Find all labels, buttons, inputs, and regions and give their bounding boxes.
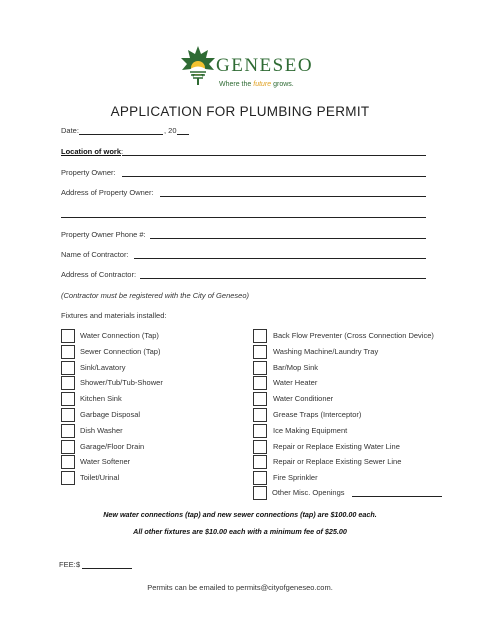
fixture-label-shower-tub-tub-shower: Shower/Tub/Tub-Shower <box>80 378 163 388</box>
fixture-label-grease-traps-interceptor: Grease Traps (Interceptor) <box>273 410 362 419</box>
owner-phone-label: Property Owner Phone #: <box>61 230 146 239</box>
contractor-note: (Contractor must be registered with the City of Geneseo) <box>61 291 249 300</box>
page-title: APPLICATION FOR PLUMBING PERMIT <box>110 104 370 119</box>
fee-note-connections: New water connections (tap) and new sewer connections (tap) are $100.00 each. <box>103 510 377 519</box>
other-openings-label: Other Misc. Openings <box>272 488 345 497</box>
checkbox-fire-sprinkler[interactable] <box>253 471 267 485</box>
checkbox-washing-machine-laundry-tray[interactable] <box>253 345 267 359</box>
checkbox-bar-mop-sink[interactable] <box>253 361 267 375</box>
fixture-label-repair-or-replace-existing-water-line: Repair or Replace Existing Water Line <box>273 441 400 451</box>
checkbox-garbage-disposal[interactable] <box>61 408 75 422</box>
fixture-label-water-conditioner: Water Conditioner <box>273 394 334 404</box>
fixture-label-garbage-disposal: Garbage Disposal <box>80 410 141 419</box>
fixture-label-water-connection-tap: Water Connection (Tap) <box>80 331 159 340</box>
owner-label: Property Owner: <box>61 168 116 177</box>
fixtures-label: Fixtures and materials installed: <box>61 311 167 320</box>
fee-label: FEE: <box>59 560 76 569</box>
year-prefix: , 20 <box>164 126 177 135</box>
date-label: Date: <box>61 126 79 135</box>
leaf-logo-icon <box>178 44 218 86</box>
logo-wordmark: GENESEO <box>216 55 314 76</box>
geneseo-logo <box>178 44 328 92</box>
location-field[interactable] <box>122 155 426 156</box>
fixture-label-sewer-connection-tap: Sewer Connection (Tap) <box>80 346 161 356</box>
checkbox-kitchen-sink[interactable] <box>61 392 75 406</box>
checkbox-back-flow-preventer-cross-connection-device[interactable] <box>253 329 267 343</box>
checkbox-water-connection-tap[interactable] <box>61 329 75 343</box>
fixture-label-fire-sprinkler: Fire Sprinkler <box>273 473 318 483</box>
fixture-label-back-flow-preventer-cross-connection-device: Back Flow Preventer (Cross Connection Device) <box>273 331 434 340</box>
fixture-label-water-softener: Water Softener <box>80 457 131 467</box>
checkbox-water-heater[interactable] <box>253 376 267 390</box>
checkbox-dish-washer[interactable] <box>61 424 75 438</box>
checkbox-water-conditioner[interactable] <box>253 392 267 406</box>
year-field[interactable] <box>177 134 189 135</box>
fee-note-fixtures: All other fixtures are $10.00 each with a minimum fee of $25.00 <box>133 527 347 536</box>
fixture-label-toilet-urinal: Toilet/Urinal <box>80 473 120 483</box>
owner-address-field[interactable] <box>160 196 426 197</box>
date-field[interactable] <box>79 134 163 135</box>
checkbox-repair-or-replace-existing-sewer-line[interactable] <box>253 455 267 469</box>
fixture-label-water-heater: Water Heater <box>273 378 318 388</box>
logo-tagline: Where the future grows. <box>219 81 294 88</box>
checkbox-ice-making-equipment[interactable] <box>253 424 267 438</box>
fixture-label-washing-machine-laundry-tray: Washing Machine/Laundry Tray <box>273 346 379 356</box>
fixture-label-sink-lavatory: Sink/Lavatory <box>80 362 126 372</box>
fee-field[interactable] <box>82 568 132 569</box>
fixture-label-bar-mop-sink: Bar/Mop Sink <box>273 362 319 372</box>
owner-phone-field[interactable] <box>150 238 426 239</box>
checkbox-repair-or-replace-existing-water-line[interactable] <box>253 440 267 454</box>
contractor-label: Name of Contractor: <box>61 250 129 259</box>
fixture-label-garage-floor-drain: Garage/Floor Drain <box>80 441 145 451</box>
checkbox-shower-tub-tub-shower[interactable] <box>61 376 75 390</box>
fee-currency: $ <box>76 560 81 569</box>
fixture-label-kitchen-sink: Kitchen Sink <box>80 394 122 404</box>
checkbox-garage-floor-drain[interactable] <box>61 440 75 454</box>
checkbox-grease-traps-interceptor[interactable] <box>253 408 267 422</box>
contractor-address-field[interactable] <box>140 278 426 279</box>
fixture-label-repair-or-replace-existing-sewer-line: Repair or Replace Existing Sewer Line <box>273 457 402 467</box>
other-openings-field[interactable] <box>352 496 442 497</box>
owner-field[interactable] <box>122 176 426 177</box>
checkbox-sewer-connection-tap[interactable] <box>61 345 75 359</box>
location-label: Location of work: <box>61 147 124 156</box>
checkbox-sink-lavatory[interactable] <box>61 361 75 375</box>
checkbox-toilet-urinal[interactable] <box>61 471 75 485</box>
fixture-label-dish-washer: Dish Washer <box>80 425 123 435</box>
owner-address-label: Address of Property Owner: <box>61 188 154 197</box>
owner-address-field-line2[interactable] <box>61 217 426 218</box>
contractor-field[interactable] <box>134 258 426 259</box>
checkbox-other-misc-openings[interactable] <box>253 486 267 500</box>
email-note: Permits can be emailed to permits@cityofgeneseo.com. <box>147 583 333 592</box>
checkbox-water-softener[interactable] <box>61 455 75 469</box>
contractor-address-label: Address of Contractor: <box>61 270 137 279</box>
fixture-label-ice-making-equipment: Ice Making Equipment <box>273 425 348 435</box>
